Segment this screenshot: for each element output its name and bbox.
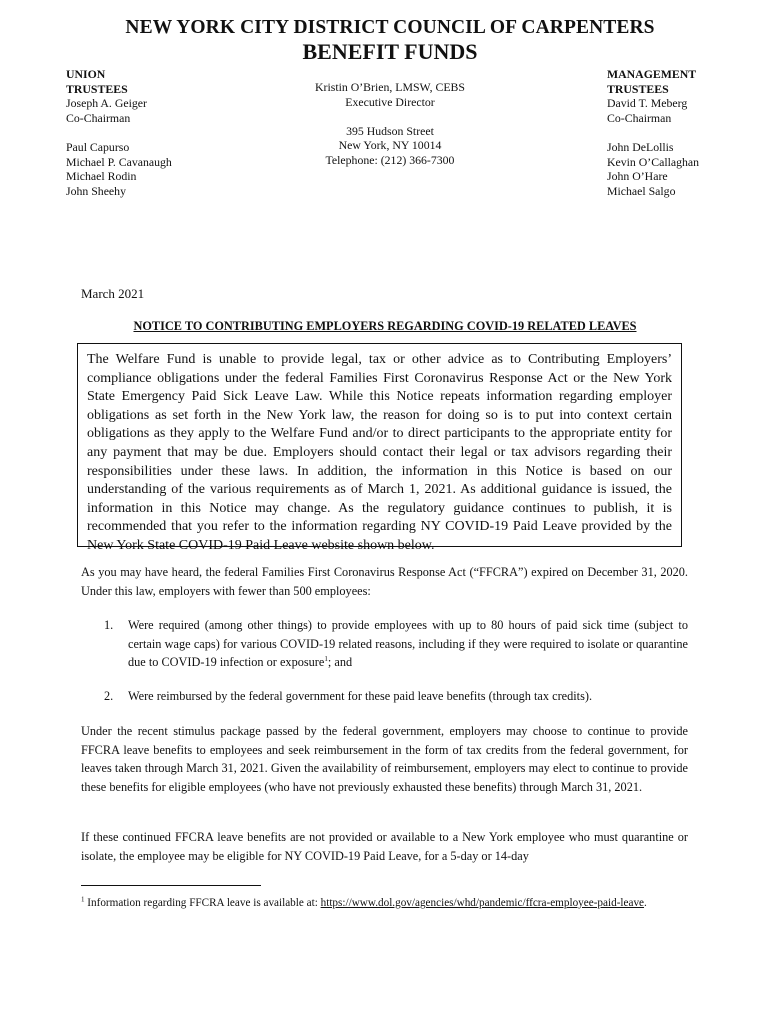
management-label: MANAGEMENT	[607, 67, 697, 81]
paragraph-ffcra-intro: As you may have heard, the federal Families First Coronavirus Response Act (“FFCRA”) expired on December 31, 2020. Under this law, employers with fewer than 500 employees:	[81, 565, 688, 598]
address-street: 395 Hudson Street	[346, 123, 434, 138]
letterhead-title-line2: BENEFIT FUNDS	[302, 39, 478, 64]
list-text: Were required (among other things) to provide employees with up to 80 hours of paid sick time (subject to certain wage caps) for various COVID-19 related reasons, including if they were required to isolate or quarantine due to COVID-19 infection or exposure$^1$; and	[128, 618, 688, 670]
footnote-link[interactable]: https://www.dol.gov/agencies/whd/pandemic/ffcra-employee-paid-leave	[320, 897, 645, 909]
footnote-divider	[81, 885, 261, 886]
management-chair-role: Co-Chairman	[607, 110, 672, 125]
union-trustees-column	[66, 67, 266, 198]
letterhead-title-line1: NEW YORK CITY DISTRICT COUNCIL OF CARPENTERS	[125, 17, 655, 38]
union-member: Michael Rodin	[66, 169, 137, 184]
address-city: New York, NY 10014	[338, 138, 442, 153]
paragraph-ny-paid-leave: If these continued FFCRA leave benefits are not provided or available to a New York employee who must quarantine or isolate, the employee may be eligible for NY COVID-19 Paid Leave, for a 5-day or 14-day	[81, 830, 688, 863]
union-trustees-label: TRUSTEES	[66, 81, 128, 96]
union-member: Paul Capurso	[66, 139, 130, 154]
executive-info-column	[250, 80, 530, 168]
list-number: 2.	[104, 689, 114, 703]
list-number: 1.	[104, 618, 114, 632]
disclaimer-box: The Welfare Fund is unable to provide legal, tax or other advice as to Contributing Employers’ compliance obligations under the federal Families First Coronavirus Response Act or the New York State Emergency Paid Sick Leave Law. While this Notice repeats information regarding employer obligations as set forth in the New York law, the reason for doing so is to put into context certain obligations as they apply to the Welfare Fund and/or to direct participants to the appropriate entity for any payment that may be due. Employers should contact their legal or tax advisors regarding their responsibilities under these laws. In addition, the information in this Notice is based on our understanding of the various requirements as of March 1, 2021. As additional guidance is issued, the information in this Notice may change. As the regulatory guidance continues to publish, it is recommended that you refer to the information regarding NY COVID-19 Paid Leave provided by the New York State COVID-19 Paid Leave website shown below.	[77, 343, 682, 547]
director-name: Kristin O’Brien, LMSW, CEBS	[315, 80, 465, 94]
union-label: UNION	[66, 67, 106, 81]
management-trustees-column	[607, 67, 767, 198]
management-member: Kevin O’Callaghan	[607, 154, 700, 169]
management-member: John DeLollis	[607, 139, 674, 154]
telephone: Telephone: (212) 366-7300	[325, 152, 455, 167]
union-chair-name: Joseph A. Geiger	[66, 96, 147, 111]
management-chair-name: David T. Meberg	[607, 96, 688, 111]
director-title: Executive Director	[345, 94, 435, 109]
management-trustees-label: TRUSTEES	[607, 81, 669, 96]
footnote-ref[interactable]: 1	[324, 655, 328, 664]
footnote: $^1$ Information regarding FFCRA leave is available at: https://www.dol.gov/agencies/whd/pandemic/ffcra-employee-paid-leave.	[81, 895, 647, 909]
footnote-mark: 1	[81, 895, 85, 904]
paragraph-stimulus: Under the recent stimulus package passed by the federal government, employers may choose to continue to provide FFCRA leave benefits to employees and seek reimbursement in the form of tax credits from the federal government, for leaves taken through March 31, 2021. Given the availability of reimbursement, employers may elect to continue to provide these benefits for eligible employees (who have not previously exhausted these benefits) through March 31, 2021.	[81, 724, 688, 794]
management-member: John O’Hare	[607, 169, 668, 184]
letter-date: March 2021	[81, 286, 145, 301]
union-member: Michael P. Cavanaugh	[66, 154, 172, 169]
list-item	[104, 616, 688, 672]
notice-title: NOTICE TO CONTRIBUTING EMPLOYERS REGARDING COVID-19 RELATED LEAVES	[133, 319, 637, 333]
management-member: Michael Salgo	[607, 183, 676, 198]
union-chair-role: Co-Chairman	[66, 110, 131, 125]
list-item	[104, 687, 688, 706]
union-member: John Sheehy	[66, 183, 126, 198]
list-text: Were reimbursed by the federal government for these paid leave benefits (through tax credits).	[128, 689, 593, 703]
